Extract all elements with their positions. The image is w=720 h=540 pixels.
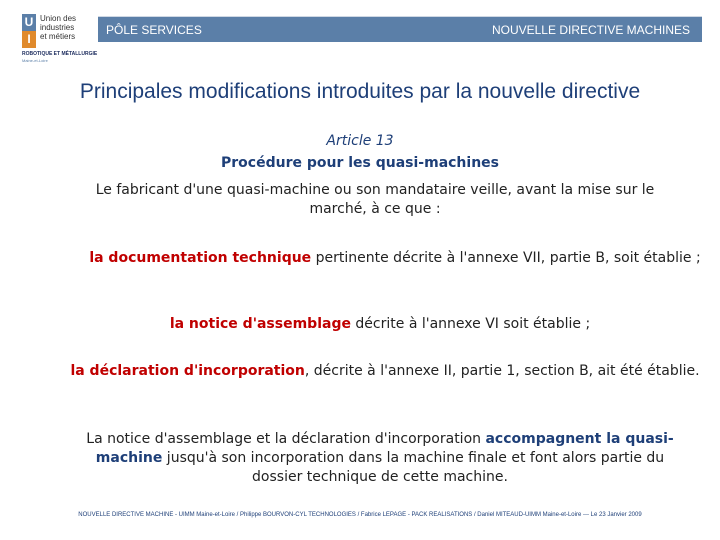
requirement-text: pertinente décrite à l'annexe VII, partie B, soit établie ;: [311, 250, 701, 266]
article-heading: Procédure pour les quasi-machines: [221, 155, 499, 171]
requirement-highlight: la notice d'assemblage: [169, 316, 351, 332]
logo-text: [40, 14, 76, 41]
logo-subtitle: ROBOTIQUE ET MÉTALLURGIE: [22, 51, 98, 57]
requirement-item: [60, 315, 700, 334]
article-number: Article 13: [326, 133, 394, 149]
footer-credits: NOUVELLE DIRECTIVE MACHINE - UIMM Maine-et-Loire / Philippe BOURVON-CYL TECHNOLOGIES / Fabrice LEPAGE - PACK REALISATIONS / Daniel MITEAUD-UIMM Maine-et-Loire --- Le 23 Janvier 2009: [78, 512, 642, 518]
closing-text-1: La notice d'assemblage et la déclaration d'incorporation: [86, 431, 486, 447]
intro-paragraph: Le fabricant d'une quasi-machine ou son mandataire veille, avant la mise sur le marché, à ce que :: [95, 182, 655, 217]
logo-letter-bottom: I: [27, 32, 31, 46]
requirement-highlight: la documentation technique: [89, 250, 312, 266]
logo-region: Maine-et-Loire: [22, 58, 48, 63]
logo-line-3: et métiers: [40, 32, 76, 41]
requirement-item: [70, 249, 720, 268]
requirement-item: [60, 362, 710, 381]
closing-paragraph: [70, 430, 690, 487]
header-topic: NOUVELLE DIRECTIVE MACHINES: [491, 23, 690, 37]
logo-line-1: Union des: [40, 14, 77, 23]
requirement-text: décrite à l'annexe VI soit établie ;: [350, 316, 591, 332]
closing-text-2: jusqu'à son incorporation dans la machine finale et font alors partie du dossier technique de cette machine.: [162, 450, 665, 485]
closing-emphasis: accompagnent la quasi-machine: [95, 431, 674, 466]
logo-line-2: industries: [40, 23, 75, 32]
requirement-highlight: la déclaration d'incorporation: [70, 363, 305, 379]
header-bar: [98, 16, 702, 42]
logo-letter-top: U: [24, 15, 34, 29]
requirement-text: , décrite à l'annexe II, partie 1, section B, ait été établie.: [304, 363, 700, 379]
uimm-logo: [22, 14, 98, 64]
header-section: PÔLE SERVICES: [106, 23, 202, 37]
slide-title: Principales modifications introduites par la nouvelle directive: [79, 80, 641, 103]
